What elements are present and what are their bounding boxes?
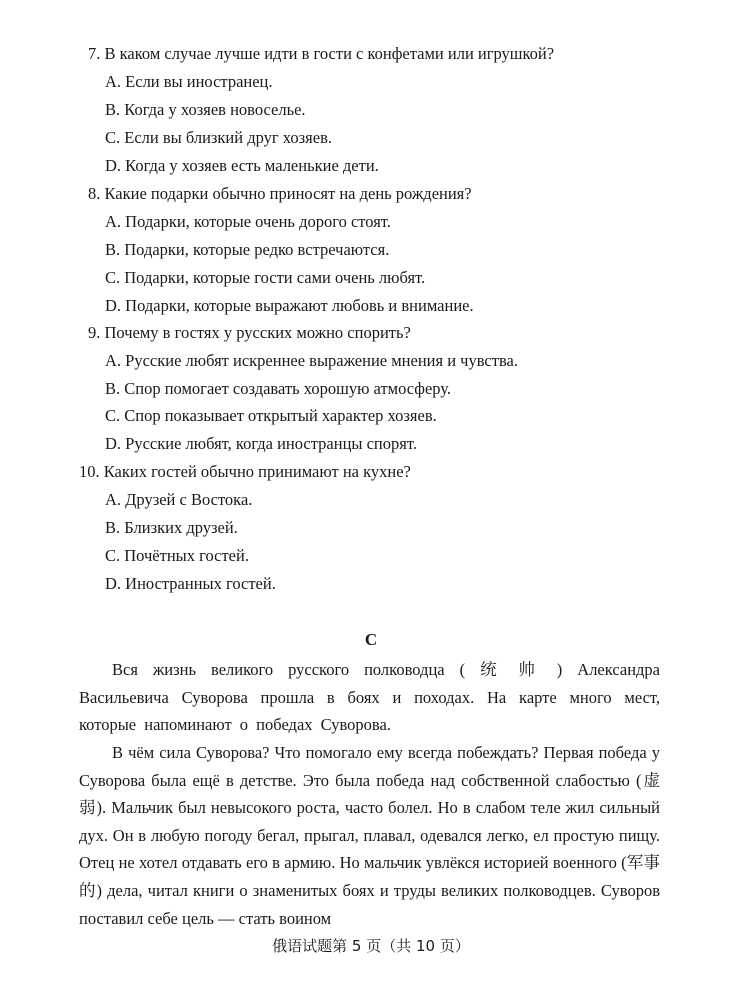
passage-paragraph-1 [79,656,660,739]
passage-paragraph-1-text: Вся жизнь великого русского полководца ( 统 帅 ) Александра Васильевича Суворова прошла в боях и походах. На карте много мест, которые напоминают о победах Суворова. [79,660,660,735]
question-8-option-d: D. Подарки, которые выражают любовь и внимание. [105,296,474,315]
question-7-option-b: B. Когда у хозяев новоселье. [105,100,306,119]
question-10-option-a: A. Друзей с Востока. [105,490,253,509]
question-10-option-b: B. Близких друзей. [105,518,238,537]
question-9-option-c: C. Спор показывает открытый характер хозяев. [105,406,437,425]
question-10-option-d: D. Иностранных гостей. [105,574,276,593]
passage-paragraph-2 [79,739,660,932]
question-10-stem: 10. Каких гостей обычно принимают на кухне? [79,462,411,481]
page-footer: 俄语试题第 5 页（共 10 页） [272,937,470,955]
question-7-option-a: A. Если вы иностранец. [105,72,273,91]
question-10-option-c: C. Почётных гостей. [105,546,249,565]
question-8-option-c: C. Подарки, которые гости сами очень любят. [105,268,426,287]
section-heading: C [364,630,378,649]
passage-paragraph-2-text: В чём сила Суворова? Что помогало ему всегда побеждать? Первая победа у Суворова была ещё в детстве. Это была победа над собственной слабостью (虚弱). Мальчик был невысокого роста, часто болел. Но в слабом теле жил сильный дух. Он в любую погоду бегал, прыгал, плавал, одевался легко, ел простую пищу. Отец не хотел отдавать его в армию. Но мальчик увлёкся историей военного (军事的) дела, читал книги о знаменитых боях и труды великих полководцев. Суворов поставил себе цель — стать воином [79,743,660,928]
question-9-option-d: D. Русские любят, когда иностранцы спорят. [105,434,417,453]
question-8-option-b: B. Подарки, которые редко встречаются. [105,240,390,259]
question-9-stem: 9. Почему в гостях у русских можно спорить? [88,323,411,342]
question-9-option-b: B. Спор помогает создавать хорошую атмосферу. [105,379,452,398]
question-7-stem: 7. В каком случае лучше идти в гости с конфетами или игрушкой? [88,44,555,63]
question-8-option-a: A. Подарки, которые очень дорого стоят. [105,212,391,231]
question-9-option-a: A. Русские любят искреннее выражение мнения и чувства. [105,351,518,370]
question-7-option-c: C. Если вы близкий друг хозяев. [105,128,333,147]
question-8-stem: 8. Какие подарки обычно приносят на день рождения? [88,184,472,203]
question-7-option-d: D. Когда у хозяев есть маленькие дети. [105,156,379,175]
